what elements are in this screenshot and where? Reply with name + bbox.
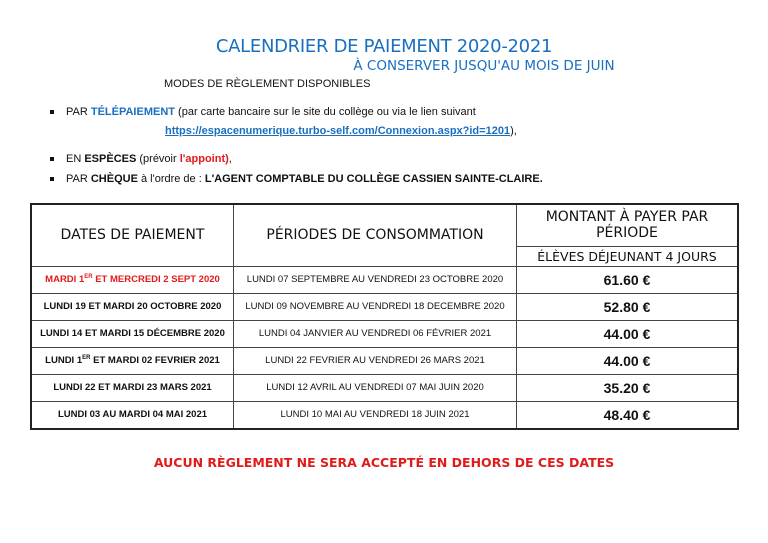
date-text: LUNDI 1 [45, 355, 83, 367]
period: LUNDI 22 FEVRIER AU VENDREDI 26 MARS 2021 [234, 347, 517, 374]
period: LUNDI 12 AVRIL AU VENDREDI 07 MAI JUIN 2020 [234, 374, 517, 401]
bullet-cheque [50, 173, 543, 185]
amount: 61.60 € [517, 266, 739, 293]
payment-table [30, 203, 739, 430]
text: PAR [66, 106, 91, 118]
period: LUNDI 10 MAI AU VENDREDI 18 JUIN 2021 [234, 401, 517, 429]
date-text: MARDI 1 [45, 274, 85, 286]
text: ), [510, 125, 517, 137]
date-text: ET MERCREDI 2 SEPT 2020 [92, 274, 220, 286]
date-text: LUNDI 03 AU MARDI 04 MAI 2021 [57, 409, 208, 420]
amount: 44.00 € [517, 347, 739, 374]
table-row [31, 347, 738, 374]
date-text: LUNDI 19 ET MARDI 20 OCTOBRE 2020 [43, 301, 222, 312]
period: LUNDI 09 NOVEMBRE AU VENDREDI 18 DECEMBRE 2020 [234, 293, 517, 320]
payment-date [31, 347, 234, 374]
payment-date [31, 293, 234, 320]
text: , [228, 153, 232, 165]
footer-warning: AUCUN RÈGLEMENT NE SERA ACCEPTÉ EN DEHORS DE CES DATES [153, 455, 615, 470]
table-row [31, 293, 738, 320]
text: à l'ordre de : [137, 173, 205, 185]
text: PAR [66, 173, 91, 185]
date-text: LUNDI 14 ET MARDI 15 DÉCEMBRE 2020 [40, 328, 225, 339]
bullet-telepaiement [50, 106, 476, 118]
date-text: LUNDI 22 ET MARDI 23 MARS 2021 [53, 382, 212, 393]
payment-date [31, 374, 234, 401]
table-row [31, 266, 738, 293]
payment-date [31, 320, 234, 347]
page-title: CALENDRIER DE PAIEMENT 2020-2021 [215, 36, 553, 57]
table-row [31, 320, 738, 347]
period: LUNDI 04 JANVIER AU VENDREDI 06 FÉVRIER 2021 [234, 320, 517, 347]
table-row [31, 374, 738, 401]
modes-heading: MODES DE RÈGLEMENT DISPONIBLES [164, 78, 371, 90]
payment-link[interactable]: https://espacenumerique.turbo-self.com/Connexion.aspx?id=1201 [165, 125, 511, 137]
text: ESPÈCES [84, 153, 137, 165]
text: TÉLÉPAIEMENT [90, 106, 175, 118]
date-sup: ER [82, 354, 91, 361]
text: EN [66, 153, 85, 165]
text: l'appoint) [179, 153, 229, 165]
text: L'AGENT COMPTABLE DU COLLÈGE CASSIEN SAINTE-CLAIRE. [204, 173, 543, 185]
date-text: ET MARDI 02 FEVRIER 2021 [90, 355, 220, 367]
date-sup: ER [84, 273, 93, 280]
period: LUNDI 07 SEPTEMBRE AU VENDREDI 23 OCTOBRE 2020 [234, 266, 517, 293]
bullet-especes [50, 153, 232, 165]
amount: 35.20 € [517, 374, 739, 401]
text: (par carte bancaire sur le site du collège ou via le lien suivant [175, 106, 476, 118]
amount: 52.80 € [517, 293, 739, 320]
header-periodes: PÉRIODES DE CONSOMMATION [234, 204, 517, 266]
page-subtitle: À CONSERVER JUSQU'AU MOIS DE JUIN [353, 58, 615, 74]
payment-date [31, 401, 234, 429]
text: CHÈQUE [90, 173, 138, 185]
amount: 44.00 € [517, 320, 739, 347]
amount: 48.40 € [517, 401, 739, 429]
header-dates: DATES DE PAIEMENT [31, 204, 234, 266]
text: (prévoir [136, 153, 180, 165]
payment-date [31, 266, 234, 293]
header-montant: MONTANT À PAYER PAR PÉRIODE [517, 204, 739, 246]
header-sub: ÉLÈVES DÉJEUNANT 4 JOURS [517, 246, 739, 266]
table-row [31, 401, 738, 429]
